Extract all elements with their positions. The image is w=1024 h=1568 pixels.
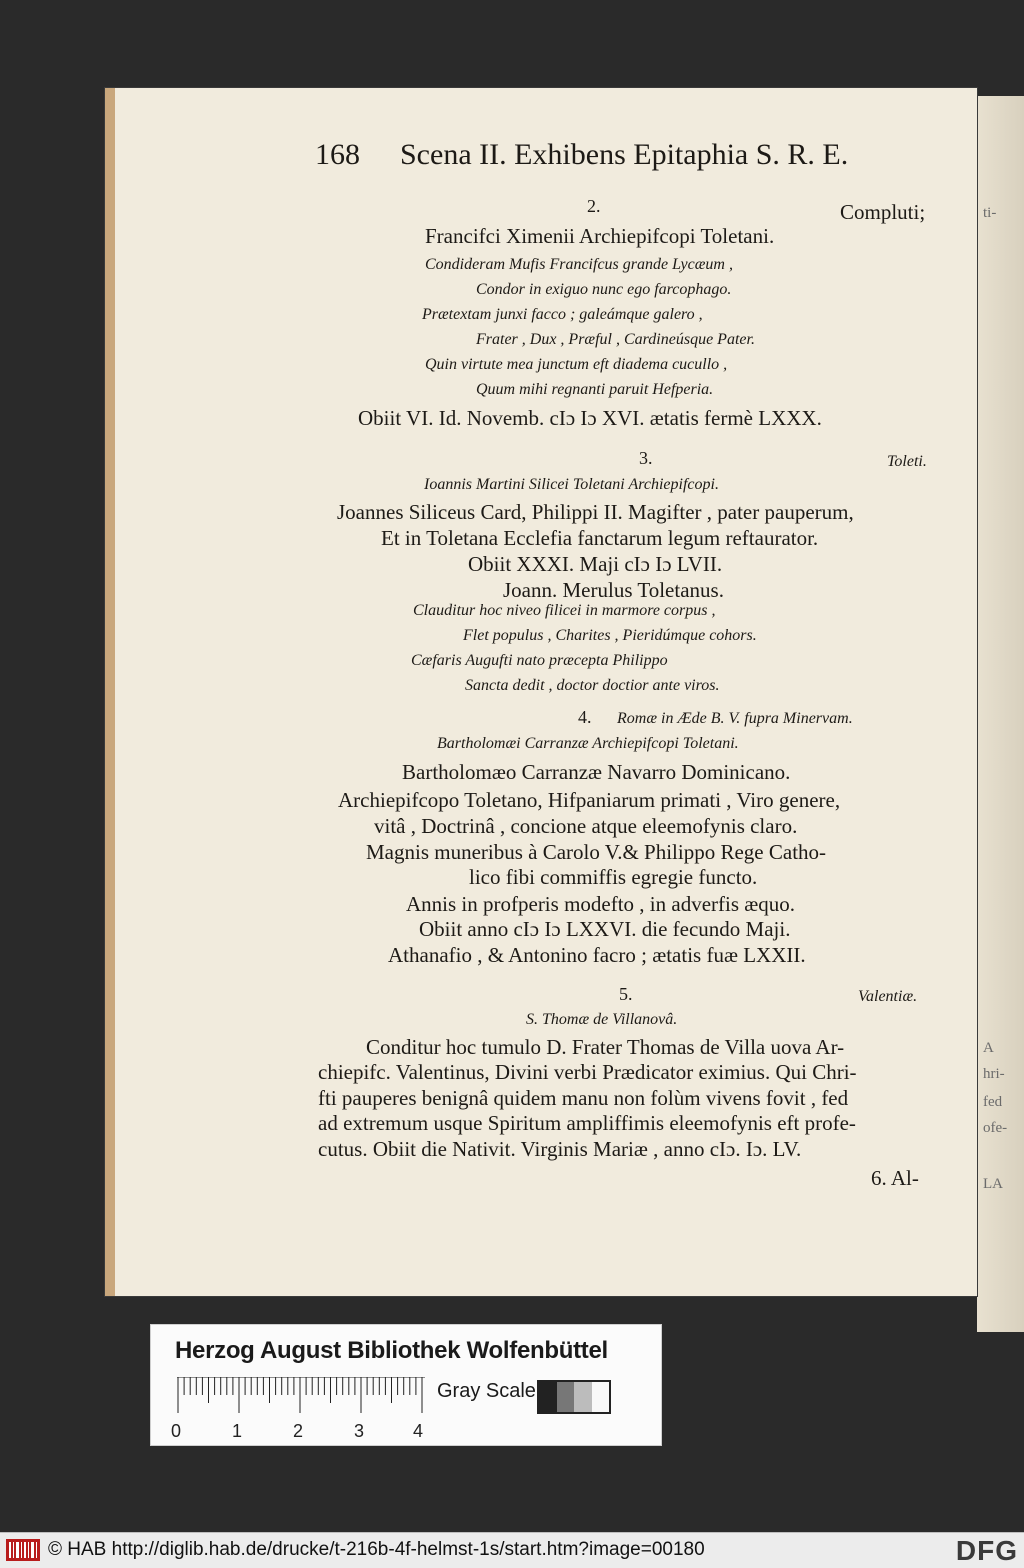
text-line: 2. [587, 196, 601, 216]
page-title: Scena II. Exhibens Epitaphia S. R. E. [400, 138, 849, 171]
library-name: Herzog August Bibliothek Wolfenbüttel [175, 1337, 608, 1364]
library-color-card [150, 1324, 662, 1446]
ruler-number: 0 [171, 1421, 182, 1441]
text-line: Compluti; [840, 200, 926, 224]
ruler-icon [177, 1377, 425, 1415]
text-line: Quin virtute mea junctum eft diadema cucullo , [425, 356, 728, 373]
text-line: Joannes Siliceus Card, Philippi II. Magifter , pater pauperum, [337, 500, 854, 524]
text-line: Archiepifcopo Toletano, Hifpaniarum primati , Viro genere, [338, 788, 841, 812]
text-line: Flet populus , Charites , Pieridúmque cohors. [463, 627, 757, 644]
barcode-icon [6, 1539, 40, 1561]
text-line: Clauditur hoc niveo filicei in marmore corpus , [413, 602, 716, 619]
text-line: Bartholomæi Carranzæ Archiepifcopi Toletani. [437, 735, 739, 752]
gray-swatch-cell [557, 1382, 575, 1412]
text-line: Sancta dedit , doctor doctior ante viros. [465, 677, 720, 694]
text-line: Bartholomæo Carranzæ Navarro Dominicano. [402, 760, 791, 784]
text-line: Cæfaris Augufti nato præcepta Philippo [411, 652, 668, 669]
gray-swatch-cell [574, 1382, 592, 1412]
text-line: Condor in exiguo nunc ego farcophago. [476, 281, 732, 298]
text-line: Magnis muneribus à Carolo V.& Philippo Rege Catho- [366, 840, 827, 864]
text-line: lico fibi commiffis egregie functo. [469, 865, 758, 889]
text-line: Toleti. [887, 453, 927, 470]
text-line: Conditur hoc tumulo D. Frater Thomas de Villa uova Ar- [366, 1035, 845, 1059]
gray-scale-label: Gray Scale [437, 1380, 536, 1402]
text-line: Obiit XXXI. Maji cIɔ Iɔ LVII. [468, 552, 723, 576]
adjacent-page-fragment: LA [983, 1176, 1003, 1192]
gray-swatch-cell [539, 1382, 557, 1412]
text-line: Frater , Dux , Præful , Cardineúsque Pater. [476, 331, 755, 348]
text-line: Francifci Ximenii Archiepifcopi Toletani. [425, 224, 775, 248]
text-line: ad extremum usque Spiritum ampliffimis eleemofynis eft profe- [318, 1111, 856, 1135]
text-line: Prætextam junxi facco ; galeámque galero , [422, 306, 703, 323]
text-line: Romæ in Æde B. V. fupra Minervam. [617, 710, 853, 727]
text-line: Condideram Mufis Francifcus grande Lycæum , [425, 256, 733, 273]
viewer-footer [0, 1532, 1024, 1568]
source-url[interactable]: © HAB http://diglib.hab.de/drucke/t-216b-4f-helmst-1s/start.htm?image=00180 [48, 1539, 705, 1560]
adjacent-page-fragment: hri- [983, 1066, 1005, 1082]
adjacent-page-fragment: A [983, 1040, 994, 1056]
text-line: Et in Toletana Ecclefia fanctarum legum reftaurator. [381, 526, 819, 550]
text-line: chiepifc. Valentinus, Divini verbi Prædicator eximius. Qui Chri- [318, 1060, 857, 1084]
adjacent-page-edge [977, 96, 1024, 1332]
text-line: vitâ , Doctrinâ , concione atque eleemofynis claro. [374, 814, 798, 838]
ruler-number: 4 [413, 1421, 424, 1441]
ruler-number: 3 [354, 1421, 365, 1441]
text-line: Athanafio , & Antonino facro ; ætatis fuæ LXXII. [388, 943, 806, 967]
dfg-logo: DFG [955, 1535, 1018, 1566]
text-line: Obiit VI. Id. Novemb. cIɔ Iɔ XVI. ætatis fermè LXXX. [358, 406, 822, 430]
gray-swatch-cell [592, 1382, 610, 1412]
text-line: S. Thomæ de Villanovâ. [526, 1011, 678, 1028]
text-line: 5. [619, 984, 633, 1004]
text-line: Joann. Merulus Toletanus. [503, 578, 724, 602]
text-line: cutus. Obiit die Nativit. Virginis Mariæ , anno cIɔ. Iɔ. LV. [318, 1137, 802, 1161]
page-number: 168 [315, 138, 360, 171]
ruler-number: 1 [232, 1421, 243, 1441]
text-line: Quum mihi regnanti paruit Hefperia. [476, 381, 714, 398]
adjacent-page-fragment: ofe- [983, 1120, 1008, 1136]
text-line: Obiit anno cIɔ Iɔ LXXVI. die fecundo Maji. [419, 917, 791, 941]
text-line: Ioannis Martini Silicei Toletani Archiepifcopi. [424, 476, 719, 493]
text-line: 6. Al- [871, 1166, 919, 1190]
gray-scale-swatch [537, 1380, 611, 1414]
adjacent-page-fragment: ti- [983, 205, 997, 221]
ruler-number: 2 [293, 1421, 304, 1441]
text-line: 3. [639, 448, 653, 468]
book-page [105, 88, 977, 1296]
adjacent-page-fragment: fed [983, 1094, 1003, 1110]
text-line: fti pauperes benignâ quidem manu non folùm vivens fovit , fed [318, 1086, 849, 1110]
text-line: Annis in profperis modefto , in adverfis æquo. [406, 892, 796, 916]
text-line: 4. [578, 707, 592, 727]
text-line: Valentiæ. [858, 988, 918, 1005]
